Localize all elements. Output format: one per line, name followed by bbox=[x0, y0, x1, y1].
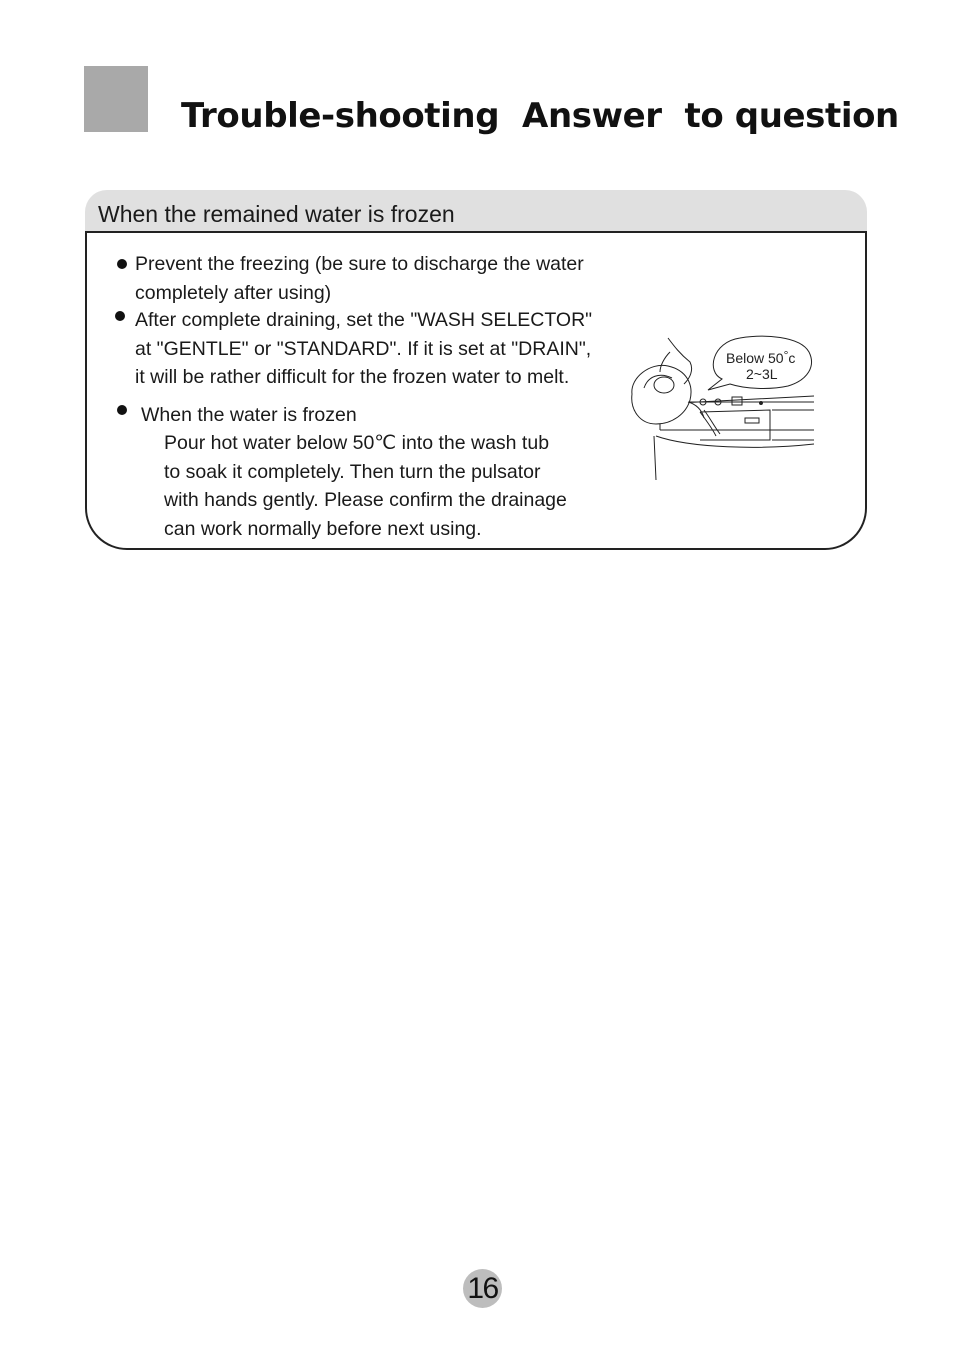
degree-sign: ° bbox=[783, 348, 789, 362]
item-title: When the water is frozen bbox=[141, 404, 357, 426]
section-header bbox=[85, 190, 867, 232]
page-number: 16 bbox=[467, 1272, 498, 1305]
callout-temperature: Below 50 bbox=[726, 350, 784, 366]
item-text-line: with hands gently. Please confirm the drainage bbox=[164, 489, 567, 511]
celsius-unit: c bbox=[788, 350, 796, 366]
item-text-line: Pour hot water below 50℃ into the wash tub bbox=[164, 432, 550, 454]
section-marker bbox=[84, 66, 148, 132]
pouring-water-illustration bbox=[625, 330, 817, 485]
kettle bbox=[632, 365, 691, 424]
list-item-title bbox=[141, 401, 357, 430]
list-item bbox=[135, 306, 592, 392]
bullet-icon bbox=[115, 311, 125, 321]
item-text-line: it will be rather difficult for the frozen water to melt. bbox=[135, 366, 570, 388]
list-item bbox=[135, 250, 584, 307]
section-heading: When the remained water is frozen bbox=[98, 201, 455, 227]
item-text-line: can work normally before next using. bbox=[164, 517, 482, 540]
item-text-line: to soak it completely. Then turn the pulsator bbox=[164, 460, 541, 483]
list-item bbox=[164, 429, 567, 543]
callout-volume: 2~3L bbox=[746, 366, 778, 382]
item-text-line: completely after using) bbox=[135, 281, 332, 304]
page-title: Trouble-shooting Answer to question bbox=[181, 96, 899, 136]
item-text-line: After complete draining, set the "WASH SELECTOR" bbox=[135, 309, 593, 331]
bullet-icon bbox=[117, 259, 127, 269]
item-text-line: at "GENTLE" or "STANDARD". If it is set at "DRAIN", bbox=[135, 337, 592, 360]
item-text-line: Prevent the freezing (be sure to discharge the water bbox=[135, 253, 584, 275]
bullet-icon bbox=[117, 405, 127, 415]
page-number-badge bbox=[463, 1269, 502, 1308]
